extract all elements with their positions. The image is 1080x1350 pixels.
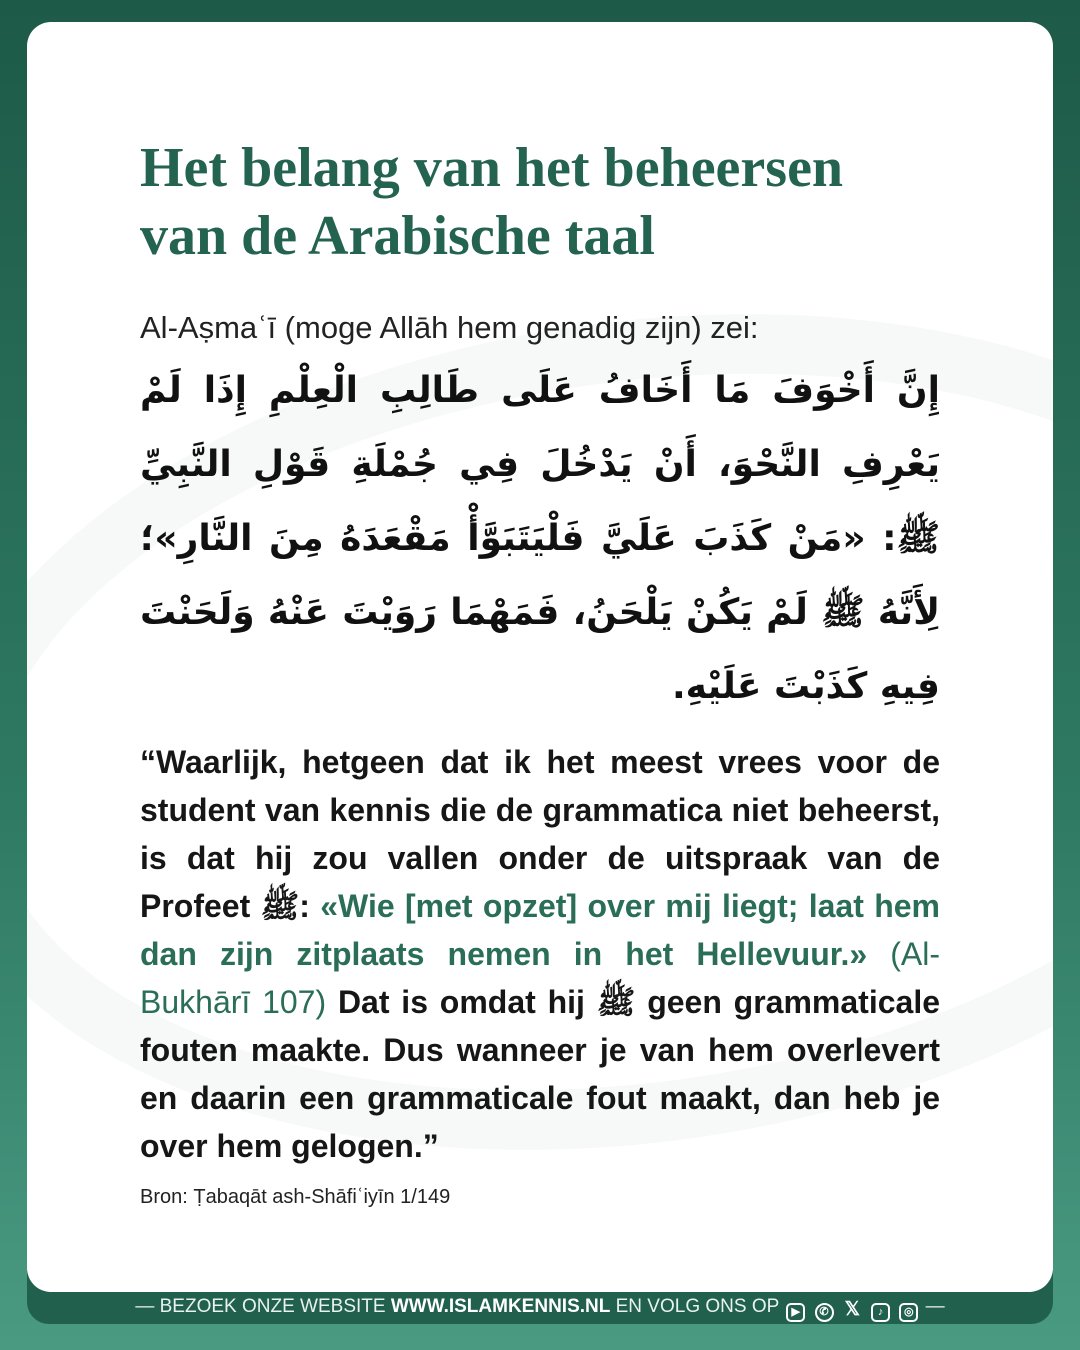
source-citation: Bron: Ṭabaqāt ash-Shāfiʿiyīn 1/149 <box>140 1186 451 1208</box>
translation <box>140 738 940 1170</box>
tiktok-icon[interactable]: ♪ <box>871 1303 890 1322</box>
intro-text: Al-Aṣmaʿī (moge Allāh hem genadig zijn) zei: <box>140 310 759 345</box>
card-content <box>27 22 1053 1210</box>
instagram-icon[interactable]: ◎ <box>899 1303 918 1322</box>
x-icon[interactable]: 𝕏 <box>844 1299 860 1320</box>
hadith-quote: «Wie [met opzet] over mij liegt; laat hem dan zijn zitplaats nemen in het Hellevuur.» <box>140 888 941 972</box>
translation-part2: Dat is omdat hij ﷺ geen grammaticale fouten maakte. Dus wanneer je van hem overlevert en daarin een grammaticale fout maakt, dan heb je over hem gelogen.” <box>140 984 941 1164</box>
youtube-icon[interactable]: ▶ <box>786 1303 805 1322</box>
arabic-quote: إِنَّ أَخْوَفَ مَا أَخَافُ عَلَى طَالِبِ الْعِلْمِ إِذَا لَمْ يَعْرِفِ النَّحْوَ، أَنْ يَدْخُلَ فِي جُمْلَةِ قَوْلِ النَّبِيِّ ﷺ: «مَنْ كَذَبَ عَلَيَّ فَلْيَتَبَوَّأْ مَقْعَدَهُ مِنَ النَّارِ»؛ لِأَنَّهُ ﷺ لَمْ يَكُنْ يَلْحَنُ، فَمَهْمَا رَوَيْتَ عَنْهُ وَلَحَنْتَ فِيهِ كَذَبْتَ عَلَيْهِ. <box>140 370 940 707</box>
footer-suffix: — <box>920 1296 945 1317</box>
hadith-reference: (Al-Bukhārī 107) <box>140 936 940 1020</box>
translation-part1: “Waarlijk, hetgeen dat ik het meest vrees voor de student van kennis die de grammatica niet beheerst, is dat hij zou vallen onder de uitspraak van de Profeet ﷺ: <box>140 744 940 924</box>
footer <box>0 1296 1080 1322</box>
content-card <box>27 22 1053 1292</box>
page-title: Het belang van het beheersen van de Arabische taal <box>140 137 844 267</box>
website-link[interactable]: WWW.ISLAMKENNIS.NL <box>390 1296 611 1317</box>
footer-prefix: — BEZOEK ONZE WEBSITE <box>135 1296 391 1317</box>
whatsapp-icon[interactable]: ✆ <box>815 1303 834 1322</box>
footer-middle: EN VOLG ONS OP <box>610 1296 785 1317</box>
